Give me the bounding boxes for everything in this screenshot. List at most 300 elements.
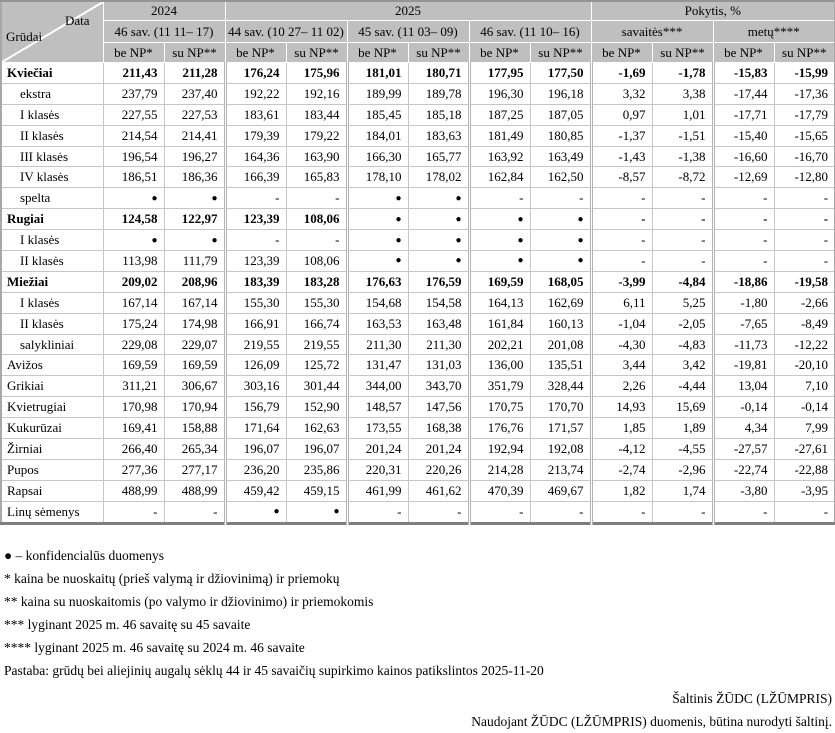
confidential-dot-cell: ●: [225, 501, 286, 523]
footnote-year-compare: **** lyginant 2025 m. 46 savaitę su 2024 m. 46 savaite: [4, 639, 305, 655]
value-cell: 177,50: [530, 63, 591, 84]
value-cell: 1,82: [591, 480, 652, 501]
col-header-su-np: su NP**: [530, 43, 591, 63]
confidential-dot-cell: ●: [469, 230, 530, 251]
value-cell: 1,85: [591, 418, 652, 439]
confidential-dot-cell: ●: [408, 251, 469, 272]
value-cell: 461,62: [408, 480, 469, 501]
value-cell: 192,22: [225, 83, 286, 104]
grain-label: Rapsai: [1, 480, 103, 501]
value-cell: 488,99: [103, 480, 164, 501]
year-group-header: Pokytis, %: [591, 1, 835, 21]
grain-label: Linų sėmenys: [1, 501, 103, 523]
value-cell: 15,69: [652, 397, 713, 418]
grain-label: Rugiai: [1, 209, 103, 230]
value-cell: 163,49: [530, 146, 591, 167]
value-cell: 169,59: [164, 355, 225, 376]
value-cell: 1,74: [652, 480, 713, 501]
value-cell: -4,30: [591, 334, 652, 355]
value-cell: -2,05: [652, 313, 713, 334]
value-cell: 236,20: [225, 459, 286, 480]
value-cell: 162,69: [530, 292, 591, 313]
value-cell: -18,86: [713, 271, 774, 292]
value-cell: 170,70: [530, 397, 591, 418]
value-cell: 178,02: [408, 167, 469, 188]
value-cell: 166,91: [225, 313, 286, 334]
value-cell: 136,00: [469, 355, 530, 376]
value-cell: 169,59: [103, 355, 164, 376]
value-cell: 175,24: [103, 313, 164, 334]
value-cell: 227,53: [164, 104, 225, 125]
value-cell: 196,54: [103, 146, 164, 167]
value-cell: 186,51: [103, 167, 164, 188]
value-cell: -27,57: [713, 439, 774, 460]
value-cell: 135,51: [530, 355, 591, 376]
value-cell: 176,24: [225, 63, 286, 84]
value-cell: 211,43: [103, 63, 164, 84]
value-cell: -15,83: [713, 63, 774, 84]
value-cell: 266,40: [103, 439, 164, 460]
value-cell: 164,13: [469, 292, 530, 313]
value-cell: 0,97: [591, 104, 652, 125]
footnote-price-su: ** kaina su nuoskaitomis (po valymo ir džiovinimo) ir priemokomis: [4, 593, 374, 609]
table-row: [1, 439, 835, 460]
value-cell: 488,99: [164, 480, 225, 501]
year-group-header: 2024: [103, 1, 225, 21]
value-cell: 126,09: [225, 355, 286, 376]
value-cell: 1,01: [652, 104, 713, 125]
header-week-row: [1, 21, 835, 43]
confidential-dot-cell: ●: [469, 209, 530, 230]
value-cell: -: [713, 230, 774, 251]
week-group-header: metų****: [713, 21, 835, 43]
value-cell: 174,98: [164, 313, 225, 334]
value-cell: -8,49: [774, 313, 835, 334]
footnotes: [0, 544, 835, 682]
value-cell: 214,28: [469, 459, 530, 480]
value-cell: -: [774, 209, 835, 230]
value-cell: -4,44: [652, 376, 713, 397]
value-cell: 219,55: [286, 334, 347, 355]
value-cell: 229,08: [103, 334, 164, 355]
value-cell: -: [774, 251, 835, 272]
value-cell: 173,55: [347, 418, 408, 439]
grain-label: II klasės: [1, 125, 103, 146]
week-group-header: 44 sav. (10 27– 11 02): [225, 21, 347, 43]
value-cell: -15,65: [774, 125, 835, 146]
col-header-be-np: be NP*: [469, 43, 530, 63]
grain-label: Grikiai: [1, 376, 103, 397]
value-cell: -3,80: [713, 480, 774, 501]
value-cell: -16,70: [774, 146, 835, 167]
value-cell: -: [286, 188, 347, 209]
value-cell: -1,43: [591, 146, 652, 167]
value-cell: 303,16: [225, 376, 286, 397]
value-cell: 13,04: [713, 376, 774, 397]
value-cell: 311,21: [103, 376, 164, 397]
col-header-su-np: su NP**: [774, 43, 835, 63]
value-cell: -: [713, 251, 774, 272]
value-cell: 183,61: [225, 104, 286, 125]
value-cell: 229,07: [164, 334, 225, 355]
value-cell: -22,88: [774, 459, 835, 480]
value-cell: 2,26: [591, 376, 652, 397]
value-cell: 7,99: [774, 418, 835, 439]
value-cell: -12,69: [713, 167, 774, 188]
value-cell: 214,41: [164, 125, 225, 146]
value-cell: -22,74: [713, 459, 774, 480]
confidential-dot-cell: ●: [164, 230, 225, 251]
corner-label-grudai: Grūdai: [6, 29, 43, 44]
grain-label: II klasės: [1, 251, 103, 272]
value-cell: 170,98: [103, 397, 164, 418]
value-cell: 125,72: [286, 355, 347, 376]
col-header-be-np: be NP*: [347, 43, 408, 63]
value-cell: 169,41: [103, 418, 164, 439]
value-cell: -: [469, 188, 530, 209]
value-cell: 171,57: [530, 418, 591, 439]
value-cell: -1,04: [591, 313, 652, 334]
value-cell: 3,42: [652, 355, 713, 376]
table-row: [1, 480, 835, 501]
value-cell: -12,22: [774, 334, 835, 355]
value-cell: 185,45: [347, 104, 408, 125]
value-cell: -: [591, 209, 652, 230]
col-header-su-np: su NP**: [286, 43, 347, 63]
week-group-header: 45 sav. (11 03– 09): [347, 21, 469, 43]
value-cell: 187,05: [530, 104, 591, 125]
value-cell: -19,81: [713, 355, 774, 376]
confidential-dot-cell: ●: [530, 230, 591, 251]
value-cell: -17,79: [774, 104, 835, 125]
col-header-be-np: be NP*: [591, 43, 652, 63]
value-cell: -: [713, 209, 774, 230]
value-cell: 181,01: [347, 63, 408, 84]
week-group-header: savaitės***: [591, 21, 713, 43]
value-cell: 155,30: [225, 292, 286, 313]
value-cell: 164,36: [225, 146, 286, 167]
value-cell: -11,73: [713, 334, 774, 355]
value-cell: 235,86: [286, 459, 347, 480]
value-cell: 163,48: [408, 313, 469, 334]
grain-label: Kukurūzai: [1, 418, 103, 439]
value-cell: -: [469, 501, 530, 523]
value-cell: 113,98: [103, 251, 164, 272]
week-group-header: 46 sav. (11 11– 17): [103, 21, 225, 43]
value-cell: 171,64: [225, 418, 286, 439]
table-row: [1, 376, 835, 397]
value-cell: 168,38: [408, 418, 469, 439]
confidential-dot-cell: ●: [469, 251, 530, 272]
value-cell: 108,06: [286, 209, 347, 230]
table-row: [1, 501, 835, 523]
value-cell: 301,44: [286, 376, 347, 397]
value-cell: -2,66: [774, 292, 835, 313]
footnote-confidential: ● – konfidencialūs duomenys: [4, 547, 165, 563]
value-cell: -: [652, 188, 713, 209]
value-cell: 147,56: [408, 397, 469, 418]
table-row: [1, 188, 835, 209]
grain-label: Kviečiai: [1, 63, 103, 84]
value-cell: -: [713, 501, 774, 523]
source-block: [0, 687, 835, 733]
value-cell: 209,02: [103, 271, 164, 292]
value-cell: 459,15: [286, 480, 347, 501]
confidential-dot-cell: ●: [408, 230, 469, 251]
value-cell: -: [530, 501, 591, 523]
footnote-pastaba: Pastaba: grūdų bei aliejinių augalų sėklų 44 ir 45 savaičių supirkimo kainos patikslintos 2025-11-20: [4, 662, 544, 678]
value-cell: -15,99: [774, 63, 835, 84]
value-cell: 185,18: [408, 104, 469, 125]
grain-label: Kvietrugiai: [1, 397, 103, 418]
value-cell: -1,69: [591, 63, 652, 84]
value-cell: 470,39: [469, 480, 530, 501]
value-cell: -: [103, 501, 164, 523]
value-cell: -: [408, 501, 469, 523]
value-cell: 227,55: [103, 104, 164, 125]
footnote-price-be: * kaina be nuoskaitų (prieš valymą ir džiovinimą) ir priemokų: [4, 570, 340, 586]
value-cell: -: [591, 501, 652, 523]
value-cell: 170,75: [469, 397, 530, 418]
col-header-be-np: be NP*: [225, 43, 286, 63]
footnote-week-compare: *** lyginant 2025 m. 46 savaitę su 45 savaite: [4, 616, 251, 632]
value-cell: -: [530, 188, 591, 209]
value-cell: 161,84: [469, 313, 530, 334]
value-cell: 351,79: [469, 376, 530, 397]
value-cell: -4,12: [591, 439, 652, 460]
value-cell: 183,39: [225, 271, 286, 292]
value-cell: 131,03: [408, 355, 469, 376]
value-cell: -3,95: [774, 480, 835, 501]
table-row: [1, 397, 835, 418]
value-cell: 196,07: [225, 439, 286, 460]
value-cell: -0,14: [774, 397, 835, 418]
value-cell: 469,67: [530, 480, 591, 501]
value-cell: 176,76: [469, 418, 530, 439]
value-cell: 167,14: [103, 292, 164, 313]
value-cell: 111,79: [164, 251, 225, 272]
value-cell: 183,28: [286, 271, 347, 292]
value-cell: 237,79: [103, 83, 164, 104]
value-cell: 177,95: [469, 63, 530, 84]
table-row: [1, 104, 835, 125]
corner-label-data: Data: [64, 13, 90, 28]
source-line: Šaltinis ŽŪDC (LŽŪMPRIS): [672, 690, 832, 706]
value-cell: 169,59: [469, 271, 530, 292]
value-cell: 108,06: [286, 251, 347, 272]
confidential-dot-cell: ●: [164, 188, 225, 209]
value-cell: -: [286, 230, 347, 251]
value-cell: -: [652, 501, 713, 523]
value-cell: 237,40: [164, 83, 225, 104]
value-cell: -17,44: [713, 83, 774, 104]
value-cell: 168,05: [530, 271, 591, 292]
grain-label: salykliniai: [1, 334, 103, 355]
value-cell: 3,32: [591, 83, 652, 104]
grain-label: Žirniai: [1, 439, 103, 460]
value-cell: -: [225, 230, 286, 251]
table-row: [1, 334, 835, 355]
value-cell: 192,08: [530, 439, 591, 460]
week-group-header: 46 sav. (11 10– 16): [469, 21, 591, 43]
value-cell: 175,96: [286, 63, 347, 84]
table-row: [1, 83, 835, 104]
value-cell: -: [652, 230, 713, 251]
grain-label: Avižos: [1, 355, 103, 376]
value-cell: -7,65: [713, 313, 774, 334]
value-cell: 166,30: [347, 146, 408, 167]
value-cell: 201,24: [408, 439, 469, 460]
value-cell: 162,63: [286, 418, 347, 439]
value-cell: 211,30: [408, 334, 469, 355]
grain-label: I klasės: [1, 230, 103, 251]
value-cell: -4,84: [652, 271, 713, 292]
year-group-header: 2025: [225, 1, 591, 21]
value-cell: 265,34: [164, 439, 225, 460]
value-cell: 7,10: [774, 376, 835, 397]
value-cell: 196,30: [469, 83, 530, 104]
value-cell: -1,37: [591, 125, 652, 146]
value-cell: 148,57: [347, 397, 408, 418]
value-cell: 196,18: [530, 83, 591, 104]
value-cell: -1,51: [652, 125, 713, 146]
value-cell: 277,36: [103, 459, 164, 480]
value-cell: 192,16: [286, 83, 347, 104]
value-cell: -: [591, 230, 652, 251]
value-cell: -: [591, 251, 652, 272]
value-cell: 166,39: [225, 167, 286, 188]
value-cell: -2,74: [591, 459, 652, 480]
col-header-su-np: su NP**: [164, 43, 225, 63]
value-cell: -1,78: [652, 63, 713, 84]
grain-label: Pupos: [1, 459, 103, 480]
value-cell: -4,55: [652, 439, 713, 460]
confidential-dot-cell: ●: [103, 230, 164, 251]
confidential-dot-cell: ●: [530, 209, 591, 230]
value-cell: 123,39: [225, 209, 286, 230]
value-cell: 180,85: [530, 125, 591, 146]
value-cell: -: [713, 188, 774, 209]
value-cell: 154,58: [408, 292, 469, 313]
confidential-dot-cell: ●: [286, 501, 347, 523]
value-cell: -: [652, 251, 713, 272]
table-row: [1, 459, 835, 480]
table-row: [1, 125, 835, 146]
value-cell: 123,39: [225, 251, 286, 272]
grain-label: II klasės: [1, 313, 103, 334]
value-cell: 158,88: [164, 418, 225, 439]
value-cell: -17,36: [774, 83, 835, 104]
value-cell: 163,92: [469, 146, 530, 167]
confidential-dot-cell: ●: [408, 209, 469, 230]
source-usage-line: Naudojant ŽŪDC (LŽŪMPRIS) duomenis, būtina nurodyti šaltinį.: [471, 713, 832, 729]
value-cell: -2,96: [652, 459, 713, 480]
grain-label: spelta: [1, 188, 103, 209]
value-cell: 163,90: [286, 146, 347, 167]
value-cell: 461,99: [347, 480, 408, 501]
value-cell: 154,68: [347, 292, 408, 313]
table-row: [1, 146, 835, 167]
confidential-dot-cell: ●: [347, 209, 408, 230]
value-cell: 189,99: [347, 83, 408, 104]
value-cell: 152,90: [286, 397, 347, 418]
grain-label: Miežiai: [1, 271, 103, 292]
table-row: [1, 271, 835, 292]
header-year-row: [1, 1, 835, 21]
value-cell: 179,39: [225, 125, 286, 146]
value-cell: 183,44: [286, 104, 347, 125]
grain-label: I klasės: [1, 292, 103, 313]
col-header-be-np: be NP*: [103, 43, 164, 63]
value-cell: -: [591, 188, 652, 209]
value-cell: 163,53: [347, 313, 408, 334]
value-cell: 344,00: [347, 376, 408, 397]
value-cell: 183,63: [408, 125, 469, 146]
value-cell: 176,63: [347, 271, 408, 292]
value-cell: -8,72: [652, 167, 713, 188]
value-cell: 277,17: [164, 459, 225, 480]
value-cell: -3,99: [591, 271, 652, 292]
value-cell: 202,21: [469, 334, 530, 355]
value-cell: 459,42: [225, 480, 286, 501]
corner-cell: [1, 1, 103, 63]
value-cell: 178,10: [347, 167, 408, 188]
value-cell: 208,96: [164, 271, 225, 292]
value-cell: 220,31: [347, 459, 408, 480]
confidential-dot-cell: ●: [347, 230, 408, 251]
grain-label: III klasės: [1, 146, 103, 167]
grain-label: IV klasės: [1, 167, 103, 188]
value-cell: -: [774, 501, 835, 523]
value-cell: 211,30: [347, 334, 408, 355]
value-cell: 162,84: [469, 167, 530, 188]
value-cell: 328,44: [530, 376, 591, 397]
value-cell: 160,13: [530, 313, 591, 334]
value-cell: 306,67: [164, 376, 225, 397]
value-cell: -8,57: [591, 167, 652, 188]
value-cell: 165,77: [408, 146, 469, 167]
value-cell: 165,83: [286, 167, 347, 188]
value-cell: 180,71: [408, 63, 469, 84]
value-cell: -: [347, 501, 408, 523]
value-cell: 3,44: [591, 355, 652, 376]
value-cell: 196,07: [286, 439, 347, 460]
confidential-dot-cell: ●: [408, 188, 469, 209]
value-cell: 186,36: [164, 167, 225, 188]
col-header-be-np: be NP*: [713, 43, 774, 63]
value-cell: -1,38: [652, 146, 713, 167]
value-cell: 179,22: [286, 125, 347, 146]
value-cell: 343,70: [408, 376, 469, 397]
value-cell: 211,28: [164, 63, 225, 84]
value-cell: 201,08: [530, 334, 591, 355]
value-cell: -15,40: [713, 125, 774, 146]
value-cell: 122,97: [164, 209, 225, 230]
table-row: [1, 313, 835, 334]
value-cell: -12,80: [774, 167, 835, 188]
value-cell: 166,74: [286, 313, 347, 334]
confidential-dot-cell: ●: [347, 251, 408, 272]
table-row: [1, 292, 835, 313]
value-cell: 124,58: [103, 209, 164, 230]
value-cell: -17,71: [713, 104, 774, 125]
value-cell: 6,11: [591, 292, 652, 313]
value-cell: 214,54: [103, 125, 164, 146]
table-row: [1, 167, 835, 188]
value-cell: 1,89: [652, 418, 713, 439]
value-cell: 181,49: [469, 125, 530, 146]
value-cell: 196,27: [164, 146, 225, 167]
